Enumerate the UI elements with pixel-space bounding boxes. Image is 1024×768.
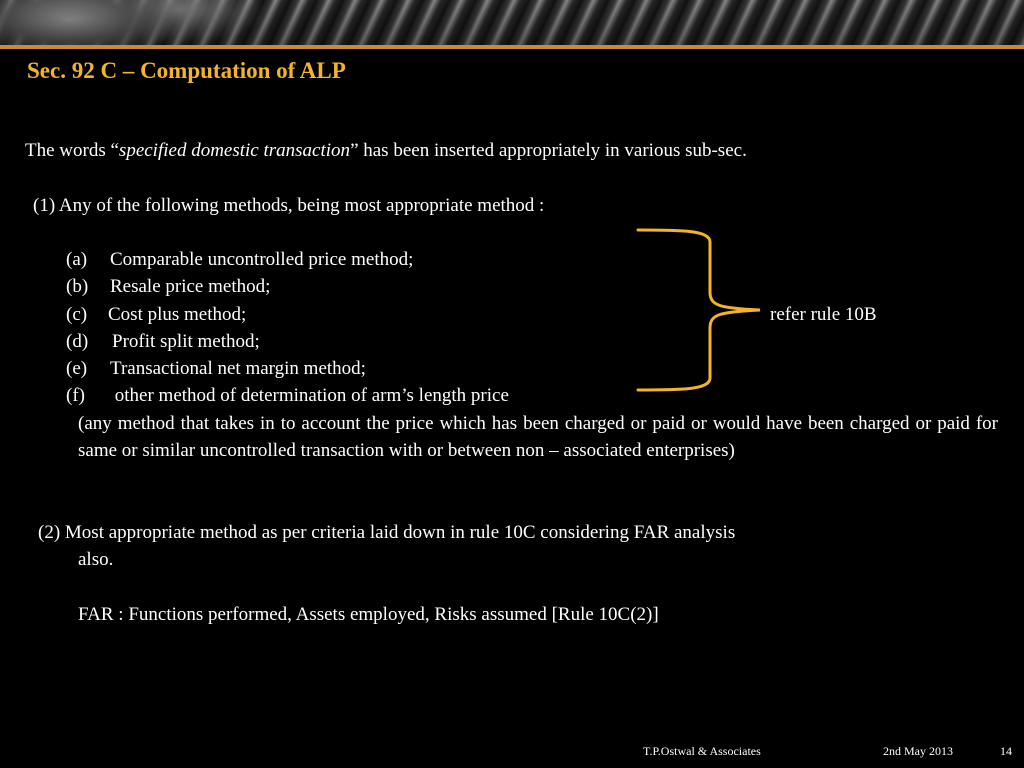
refer-rule-label: refer rule 10B <box>770 304 877 325</box>
method-item <box>66 301 246 328</box>
method-label: (a) <box>66 249 88 270</box>
method-text: Profit split method; <box>112 331 260 352</box>
method-label: (f) <box>66 385 85 406</box>
method-text: Transactional net margin method; <box>110 358 366 379</box>
point-2-line-2: also. <box>78 549 114 570</box>
point-1: (1) Any of the following methods, being most appropriate method : <box>33 195 545 216</box>
method-item <box>66 328 260 355</box>
method-text: Comparable uncontrolled price method; <box>110 249 414 270</box>
method-text: Resale price method; <box>110 276 271 297</box>
method-text: Cost plus method; <box>108 304 247 325</box>
intro-prefix: The words “ <box>25 140 119 161</box>
point-2 <box>38 519 998 573</box>
header-banner-shade <box>0 0 1024 46</box>
method-item <box>66 246 413 273</box>
header-divider <box>0 45 1024 49</box>
intro-emphasis: specified domestic transaction <box>118 140 351 161</box>
method-label: (e) <box>66 358 88 379</box>
method-item <box>66 382 509 409</box>
method-item <box>66 273 270 300</box>
intro-text <box>25 137 747 164</box>
intro-suffix: ” has been inserted appropriately in various sub-sec. <box>350 140 747 161</box>
method-label: (d) <box>66 331 89 352</box>
method-label: (b) <box>66 276 89 297</box>
right-brace-icon <box>630 228 770 394</box>
brace-path <box>638 230 760 390</box>
method-item <box>66 355 366 382</box>
footer-page-number: 14 <box>1000 744 1012 758</box>
method-text: other method of determination of arm’s length price <box>110 385 509 406</box>
footer-firm: T.P.Ostwal & Associates <box>643 744 761 758</box>
slide-title: Sec. 92 C – Computation of ALP <box>27 58 346 83</box>
footer-date: 2nd May 2013 <box>883 744 953 758</box>
far-note: FAR : Functions performed, Assets employed, Risks assumed [Rule 10C(2)] <box>78 604 659 625</box>
method-label: (c) <box>66 304 88 325</box>
other-method-note: (any method that takes in to account the price which has been charged or paid or would have been charged or paid for same or similar uncontrolled transaction with or between non – associated enterprises) <box>78 413 998 461</box>
point-2-line-1: (2) Most appropriate method as per criteria laid down in rule 10C considering FAR analysis <box>38 522 736 543</box>
